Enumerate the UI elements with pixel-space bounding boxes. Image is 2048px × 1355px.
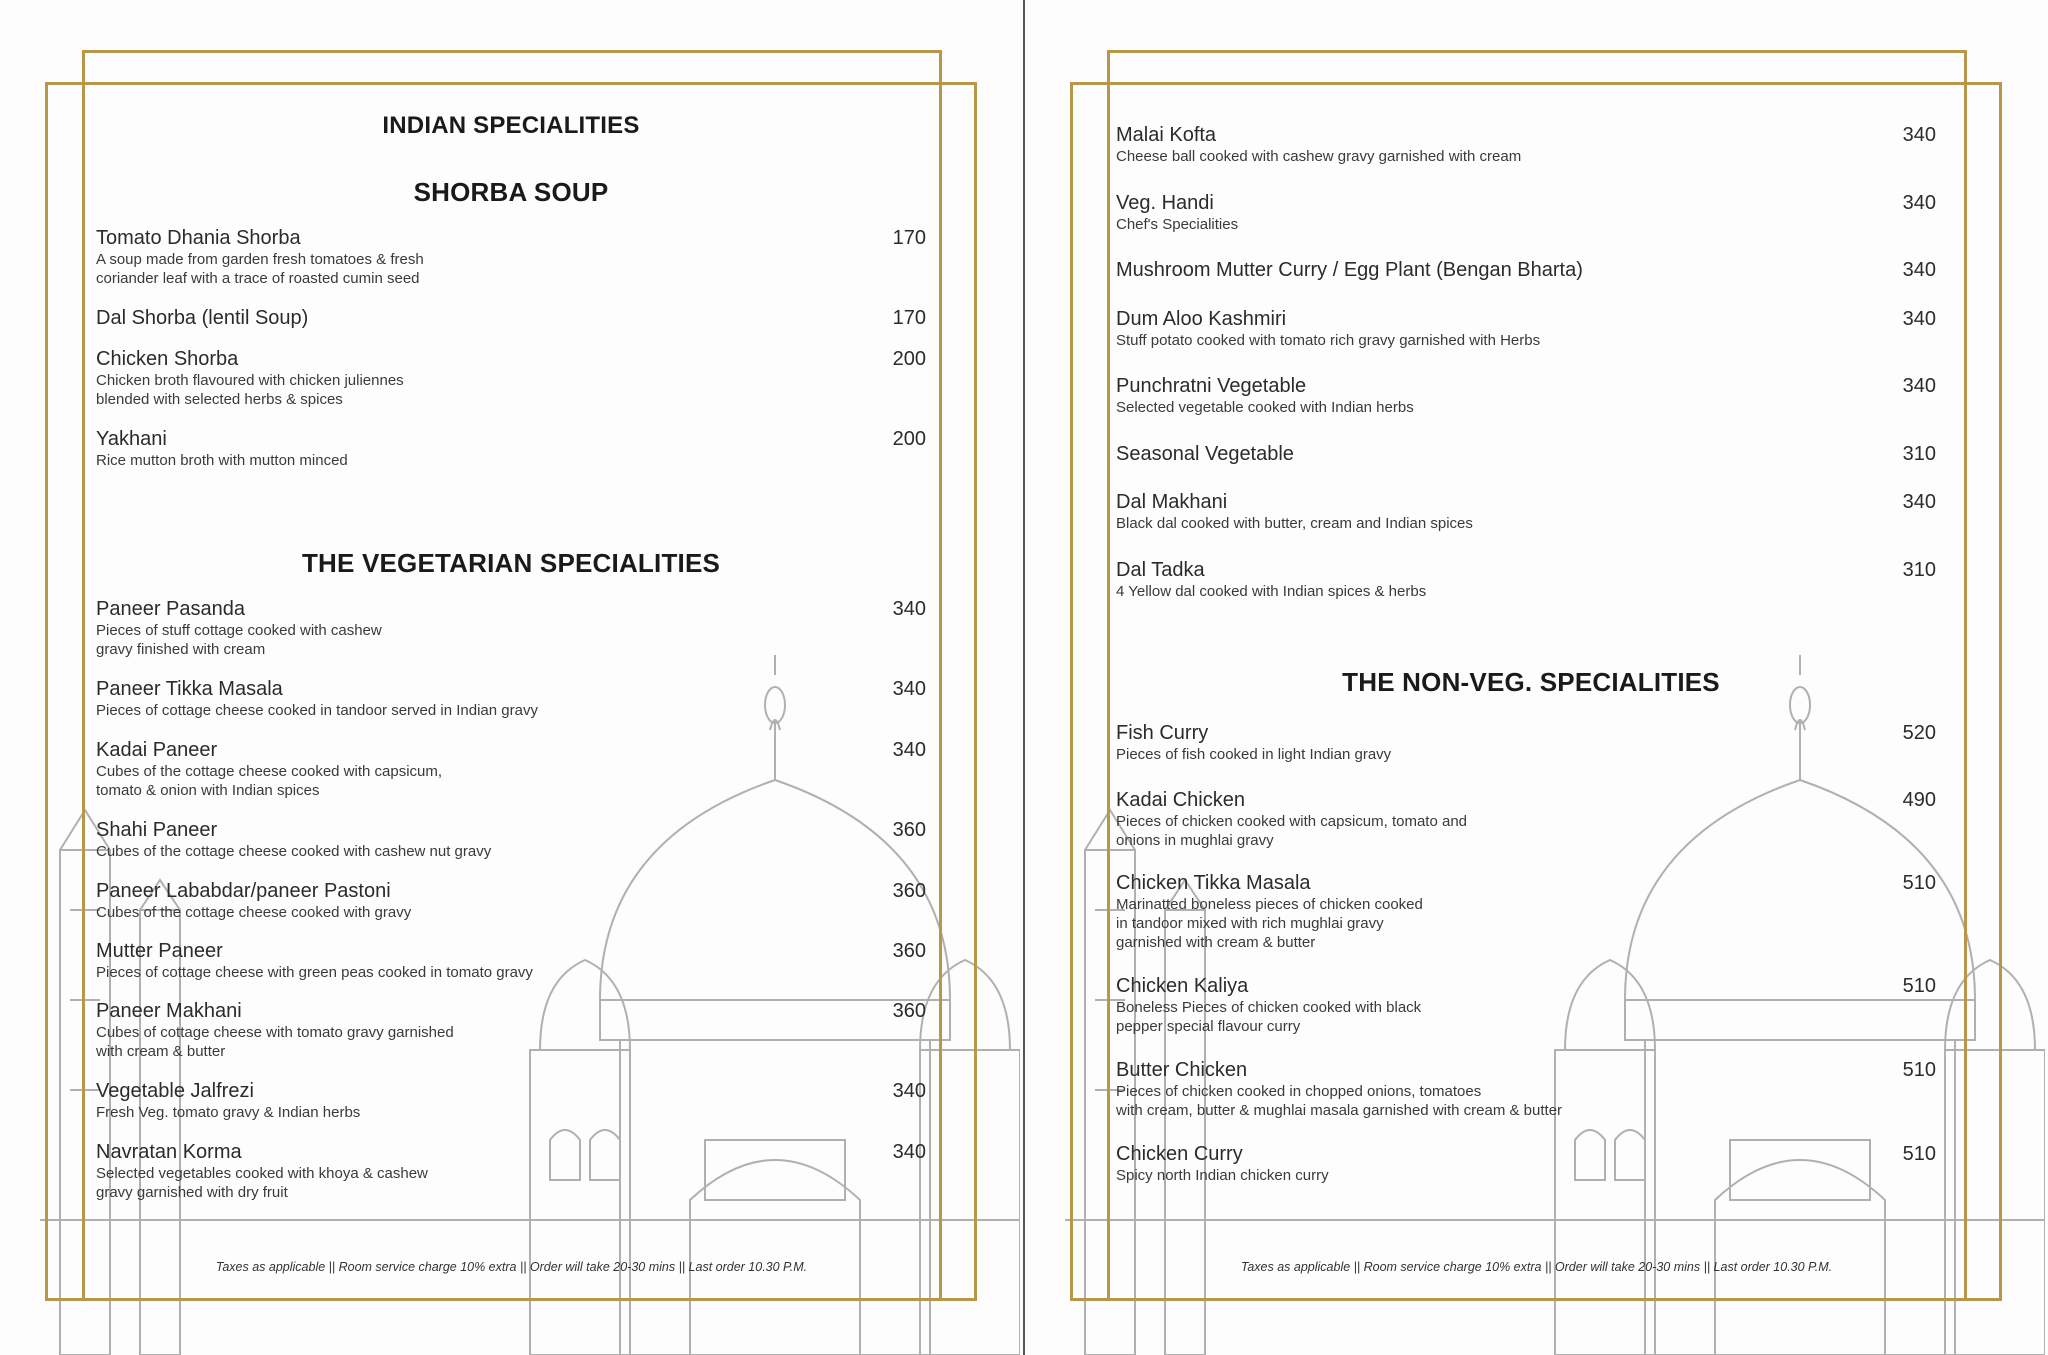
menu-item — [1116, 490, 1936, 533]
menu-item — [1116, 1058, 1936, 1120]
menu-item — [1116, 258, 1936, 282]
item-desc: Pieces of cottage cheese with green peas cooked in tomato gravy — [96, 964, 533, 981]
menu-item — [96, 738, 926, 800]
item-name: Paneer Tikka Masala — [96, 678, 283, 700]
item-price: 360 — [892, 880, 926, 902]
item-desc: Marinatted boneless pieces of chicken cooked in tandoor mixed with rich mughlai gravy garnished with cream & butter — [1116, 896, 1423, 951]
menu-item — [96, 1079, 926, 1122]
menu-item — [1116, 721, 1936, 764]
menu-item — [96, 677, 926, 720]
menu-item — [96, 347, 926, 409]
item-name: Dal Makhani — [1116, 491, 1228, 513]
item-desc: Pieces of stuff cottage cooked with cashew gravy finished with cream — [96, 622, 382, 658]
menu-item — [96, 427, 926, 470]
item-price: 360 — [892, 819, 926, 841]
item-desc: Chef's Specialities — [1116, 216, 1239, 233]
item-name: Dal Tadka — [1116, 559, 1205, 581]
item-price: 340 — [892, 1141, 926, 1163]
page-title: INDIAN SPECIALITIES — [382, 112, 640, 139]
item-name: Paneer Makhani — [96, 1000, 242, 1022]
menu-item — [96, 597, 926, 659]
item-name: Mushroom Mutter Curry / Egg Plant (Bengan Bharta) — [1116, 259, 1583, 281]
menu-item — [1116, 974, 1936, 1036]
item-desc: Selected vegetables cooked with khoya & cashew gravy garnished with dry fruit — [96, 1165, 428, 1201]
item-name: Dal Shorba (lentil Soup) — [96, 307, 309, 329]
item-desc: Spicy north Indian chicken curry — [1116, 1167, 1329, 1184]
item-desc: Pieces of cottage cheese cooked in tandoor served in Indian gravy — [96, 702, 538, 719]
item-price: 340 — [1902, 491, 1936, 513]
item-price: 200 — [892, 428, 926, 450]
footer-note: Taxes as applicable || Room service charge 10% extra || Order will take 20-30 mins || Last order 10.30 P.M. — [215, 1260, 808, 1274]
section-heading-shorba: SHORBA SOUP — [413, 177, 609, 207]
item-desc: Cubes of the cottage cheese cooked with capsicum, tomato & onion with Indian spices — [96, 763, 443, 799]
item-name: Vegetable Jalfrezi — [96, 1080, 254, 1102]
item-desc: Chicken broth flavoured with chicken juliennes blended with selected herbs & spices — [96, 372, 404, 408]
item-desc: Boneless Pieces of chicken cooked with black pepper special flavour curry — [1116, 999, 1422, 1035]
menu-item — [96, 306, 926, 330]
item-price: 340 — [892, 678, 926, 700]
item-price: 520 — [1902, 722, 1936, 744]
item-desc: Rice mutton broth with mutton minced — [96, 452, 348, 469]
section-heading-vegetarian: THE VEGETARIAN SPECIALITIES — [301, 548, 721, 578]
item-price: 360 — [892, 940, 926, 962]
item-name: Paneer Lababdar/paneer Pastoni — [96, 880, 391, 902]
item-name: Chicken Shorba — [96, 348, 239, 370]
menu-item — [96, 226, 926, 288]
item-name: Fish Curry — [1116, 722, 1209, 744]
menu-item — [1116, 788, 1936, 850]
item-price: 310 — [1902, 443, 1936, 465]
item-desc: Cubes of the cottage cheese cooked with gravy — [96, 904, 412, 921]
menu-page-left — [0, 0, 1023, 1355]
item-price: 340 — [1902, 124, 1936, 146]
item-price: 490 — [1902, 789, 1936, 811]
menu-item — [96, 1140, 926, 1202]
item-price: 340 — [892, 739, 926, 761]
menu-item — [1116, 191, 1936, 234]
item-desc: Cheese ball cooked with cashew gravy garnished with cream — [1116, 148, 1522, 165]
item-price: 340 — [1902, 192, 1936, 214]
item-name: Kadai Paneer — [96, 739, 218, 761]
item-name: Dum Aloo Kashmiri — [1116, 308, 1287, 330]
item-desc: Stuff potato cooked with tomato rich gravy garnished with Herbs — [1116, 332, 1541, 349]
item-price: 340 — [1902, 259, 1936, 281]
item-name: Malai Kofta — [1116, 124, 1217, 146]
item-desc: Pieces of fish cooked in light Indian gravy — [1116, 746, 1392, 763]
item-desc: Black dal cooked with butter, cream and Indian spices — [1116, 515, 1473, 532]
menu-item — [1116, 307, 1936, 350]
menu-item — [1116, 1142, 1936, 1185]
menu-item — [1116, 374, 1936, 417]
item-price: 340 — [1902, 308, 1936, 330]
item-name: Yakhani — [96, 428, 167, 450]
item-name: Mutter Paneer — [96, 940, 223, 962]
section-heading-nonveg: THE NON-VEG. SPECIALITIES — [1342, 667, 1720, 697]
item-name: Seasonal Vegetable — [1116, 443, 1294, 465]
item-name: Navratan Korma — [96, 1141, 242, 1163]
item-desc: A soup made from garden fresh tomatoes & fresh coriander leaf with a trace of roasted cumin seed — [96, 251, 424, 287]
item-price: 360 — [892, 1000, 926, 1022]
item-name: Veg. Handi — [1116, 192, 1214, 214]
footer-note: Taxes as applicable || Room service charge 10% extra || Order will take 20-30 mins || Last order 10.30 P.M. — [1240, 1260, 1833, 1274]
item-price: 510 — [1902, 1059, 1936, 1081]
item-price: 340 — [1902, 375, 1936, 397]
item-price: 510 — [1902, 1143, 1936, 1165]
item-desc: Pieces of chicken cooked with capsicum, tomato and onions in mughlai gravy — [1116, 813, 1468, 849]
menu-item — [1116, 871, 1936, 952]
item-price: 310 — [1902, 559, 1936, 581]
menu-item — [96, 879, 926, 922]
item-price: 170 — [892, 307, 926, 329]
menu-item — [96, 939, 926, 982]
item-name: Paneer Pasanda — [96, 598, 246, 620]
item-desc: 4 Yellow dal cooked with Indian spices & herbs — [1116, 583, 1427, 600]
menu-item — [1116, 123, 1936, 166]
item-name: Chicken Kaliya — [1116, 975, 1249, 997]
item-price: 340 — [892, 1080, 926, 1102]
item-desc: Pieces of chicken cooked in chopped onions, tomatoes with cream, butter & mughlai masala garnished with cream & butter — [1116, 1083, 1563, 1119]
item-desc: Selected vegetable cooked with Indian herbs — [1116, 399, 1414, 416]
item-name: Butter Chicken — [1116, 1059, 1248, 1081]
menu-item — [96, 818, 926, 861]
item-desc: Fresh Veg. tomato gravy & Indian herbs — [96, 1104, 361, 1121]
item-price: 510 — [1902, 872, 1936, 894]
menu-page-right — [1025, 0, 2048, 1355]
item-price: 200 — [892, 348, 926, 370]
menu-item — [96, 999, 926, 1061]
item-name: Kadai Chicken — [1116, 789, 1245, 811]
item-name: Chicken Tikka Masala — [1116, 872, 1311, 894]
item-name: Punchratni Vegetable — [1116, 375, 1307, 397]
menu-item — [1116, 558, 1936, 601]
item-name: Tomato Dhania Shorba — [96, 227, 301, 249]
item-price: 170 — [892, 227, 926, 249]
item-name: Chicken Curry — [1116, 1143, 1243, 1165]
item-price: 340 — [892, 598, 926, 620]
item-name: Shahi Paneer — [96, 819, 218, 841]
item-desc: Cubes of cottage cheese with tomato gravy garnished with cream & butter — [96, 1024, 454, 1060]
item-desc: Cubes of the cottage cheese cooked with cashew nut gravy — [96, 843, 492, 860]
menu-item — [1116, 442, 1936, 466]
item-price: 510 — [1902, 975, 1936, 997]
